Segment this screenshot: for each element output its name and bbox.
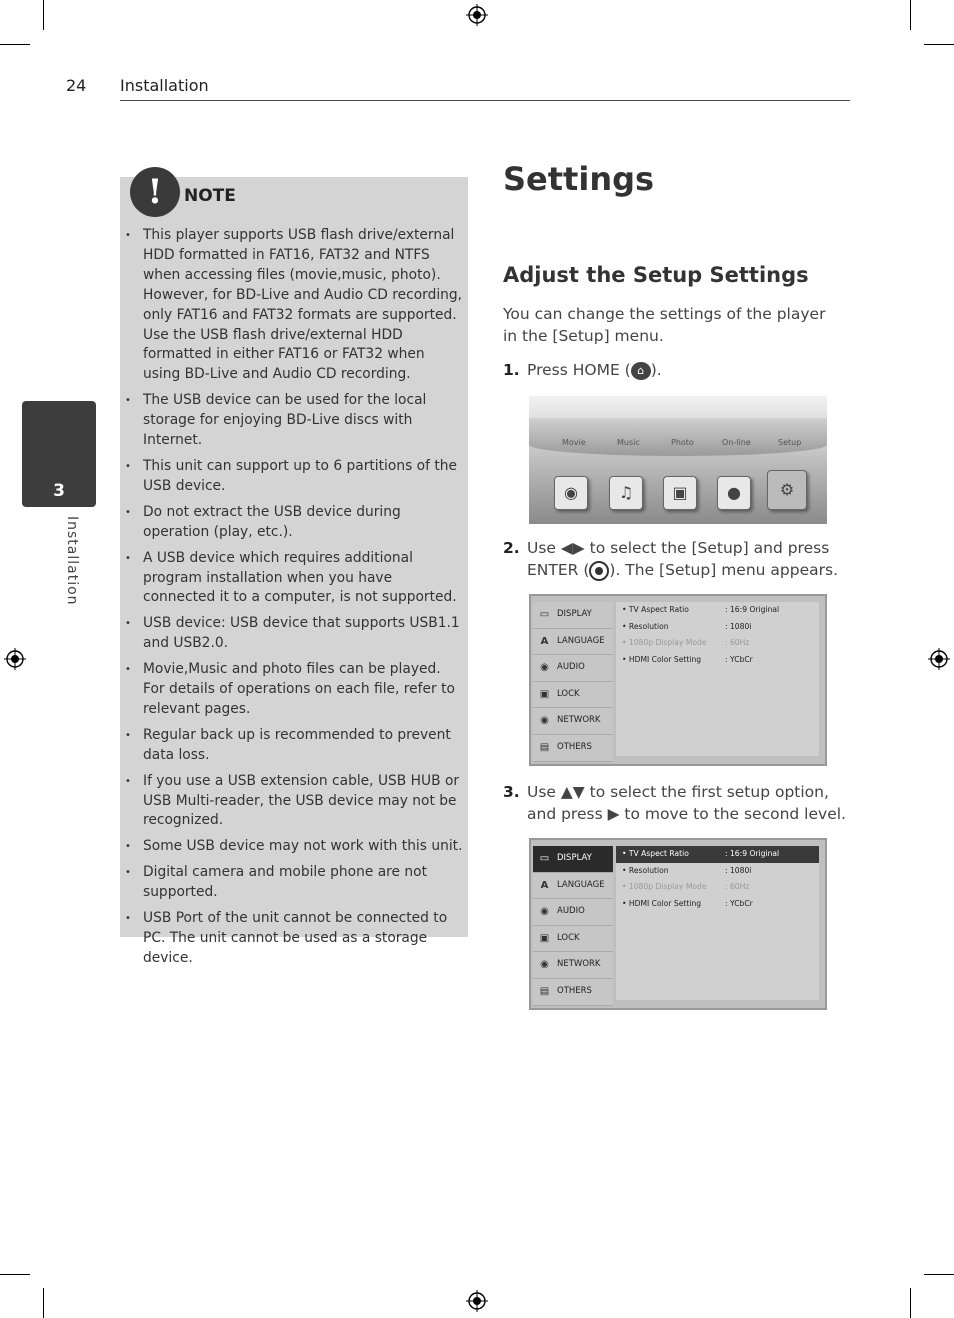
language-icon: A [540,635,549,647]
running-header: Installation [120,76,209,95]
crop-mark [924,1274,954,1275]
setup-categories [533,602,613,762]
setup-categories [533,846,613,1006]
list-item: • Movie,Music and photo files can be played. For details of operations on each file, refer to relevant pages. [124,660,464,720]
lock-icon: ▣ [539,688,550,700]
setup-option-row: • 1080p Display Mode : 60Hz [622,882,750,892]
step-number: 2. [503,539,520,557]
crop-mark [910,0,911,30]
setup-category-audio: ◉ AUDIO [533,655,613,682]
setup-category-lock: ▣ LOCK [533,682,613,709]
setup-option-row: • TV Aspect Ratio : 16:9 Original [622,605,780,614]
step-1 [503,359,853,381]
header-rule [120,100,850,101]
crop-mark [924,44,954,45]
setup-category-others: ▤ OTHERS [533,735,613,762]
list-item: • Digital camera and mobile phone are not supported. [124,863,464,903]
crop-mark [0,1274,30,1275]
page-title: Settings [503,160,655,198]
step-text: Use ▲▼ to select the first setup option, and press ▶ to move to the second level. [527,783,846,823]
setup-category-language: A LANGUAGE [533,873,613,900]
display-icon: ▭ [539,609,550,620]
setup-option-row-selected: • TV Aspect Ratio : 16:9 Original [616,846,819,863]
page-number: 24 [66,76,87,95]
speaker-icon: ◉ [540,662,549,674]
home-menu-movie: Movie [562,438,586,447]
setup-category-audio: ◉ AUDIO [533,899,613,926]
music-note-icon: ♫ [609,476,643,510]
list-item: • Some USB device may not work with this unit. [124,837,464,857]
setup-category-display: ▭ DISPLAY [533,846,613,873]
home-menu-photo: Photo [671,438,694,447]
globe-icon: ● [717,476,751,510]
list-item: • USB Port of the unit cannot be connected to PC. The unit cannot be used as a storage device. [124,909,464,969]
chapter-tab [22,401,96,507]
lock-icon: ▣ [539,932,550,944]
note-list [124,226,464,975]
language-icon: A [540,879,549,891]
setup-category-display: ▭ DISPLAY [533,602,613,629]
home-menu-setup: Setup [778,438,802,447]
setup-category-network: ◉ NETWORK [533,952,613,979]
speaker-icon: ◉ [540,906,549,918]
step-3 [503,781,853,825]
crop-mark [0,44,30,45]
network-icon: ◉ [540,715,549,727]
setup-option-row: • Resolution : 1080i [622,865,752,875]
setup-menu-screenshot [529,594,827,766]
crop-mark [43,0,44,30]
setup-option-row: • 1080p Display Mode : 60Hz [622,638,750,648]
others-icon: ▤ [539,985,550,997]
list-item: • If you use a USB extension cable, USB HUB or USB Multi-reader, the USB device may not be recognized. [124,772,464,832]
registration-mark-icon [928,648,950,670]
list-item: • This unit can support up to 6 partitions of the USB device. [124,457,464,497]
exclamation-icon: ! [130,167,180,217]
setup-category-lock: ▣ LOCK [533,926,613,953]
registration-mark-icon [466,1290,488,1312]
chapter-number: 3 [53,481,65,501]
setup-category-others: ▤ OTHERS [533,979,613,1006]
step-2 [503,537,853,581]
registration-mark-icon [4,648,26,670]
menu-bar [529,418,827,456]
setup-options [616,846,819,1000]
list-item: • Regular back up is recommended to prevent data loss. [124,726,464,766]
step-number: 1. [503,361,520,379]
crop-mark [910,1288,911,1318]
section-heading: Adjust the Setup Settings [503,263,809,287]
step-number: 3. [503,783,520,801]
chapter-label: Installation [64,516,80,606]
home-icon: ⌂ [631,362,651,380]
setup-options [616,602,819,756]
display-icon: ▭ [539,853,550,864]
setup-option-row: • HDMI Color Setting : YCbCr [622,898,753,908]
home-menu-online: On-line [722,438,751,447]
step-text: ). [650,361,662,379]
others-icon: ▤ [539,741,550,753]
note-title: NOTE [184,186,236,206]
step-text: Press HOME ( [527,361,631,379]
photo-icon: ▣ [663,476,697,510]
step-text: ). The [Setup] menu appears. [609,561,838,579]
network-icon: ◉ [540,959,549,971]
step-text: Use ◀▶ to select the [Setup] and press ENTER ( [527,539,830,579]
list-item: • A USB device which requires additional program installation when you have connected it to a computer, is not supported. [124,549,464,609]
list-item: • This player supports USB flash drive/external HDD formatted in FAT16, FAT32 and NTFS when accessing files (movie,music, photo). However, for BD-Live and Audio CD recording, only FAT16 and FAT32 formats are supported. Use the USB flash drive/external HDD formatted in either FAT16 or FAT32 when using BD-Live and Audio CD recording. [124,226,464,385]
gear-icon: ⚙ [767,470,807,510]
setup-option-row: • HDMI Color Setting : YCbCr [622,654,753,664]
home-menu-music: Music [617,438,640,447]
home-menu-screenshot [529,396,827,524]
crop-mark [43,1288,44,1318]
list-item: • The USB device can be used for the local storage for enjoying BD-Live discs with Internet. [124,391,464,451]
list-item: • USB device: USB device that supports USB1.1 and USB2.0. [124,614,464,654]
intro-text: You can change the settings of the player in the [Setup] menu. [503,305,826,345]
setup-category-language: A LANGUAGE [533,629,613,656]
setup-menu-second-level-screenshot [529,838,827,1010]
film-reel-icon: ◉ [554,476,588,510]
enter-button-icon [589,561,609,581]
list-item: • Do not extract the USB device during operation (play, etc.). [124,503,464,543]
setup-category-network: ◉ NETWORK [533,708,613,735]
registration-mark-icon [466,4,488,26]
setup-option-row: • Resolution : 1080i [622,621,752,631]
